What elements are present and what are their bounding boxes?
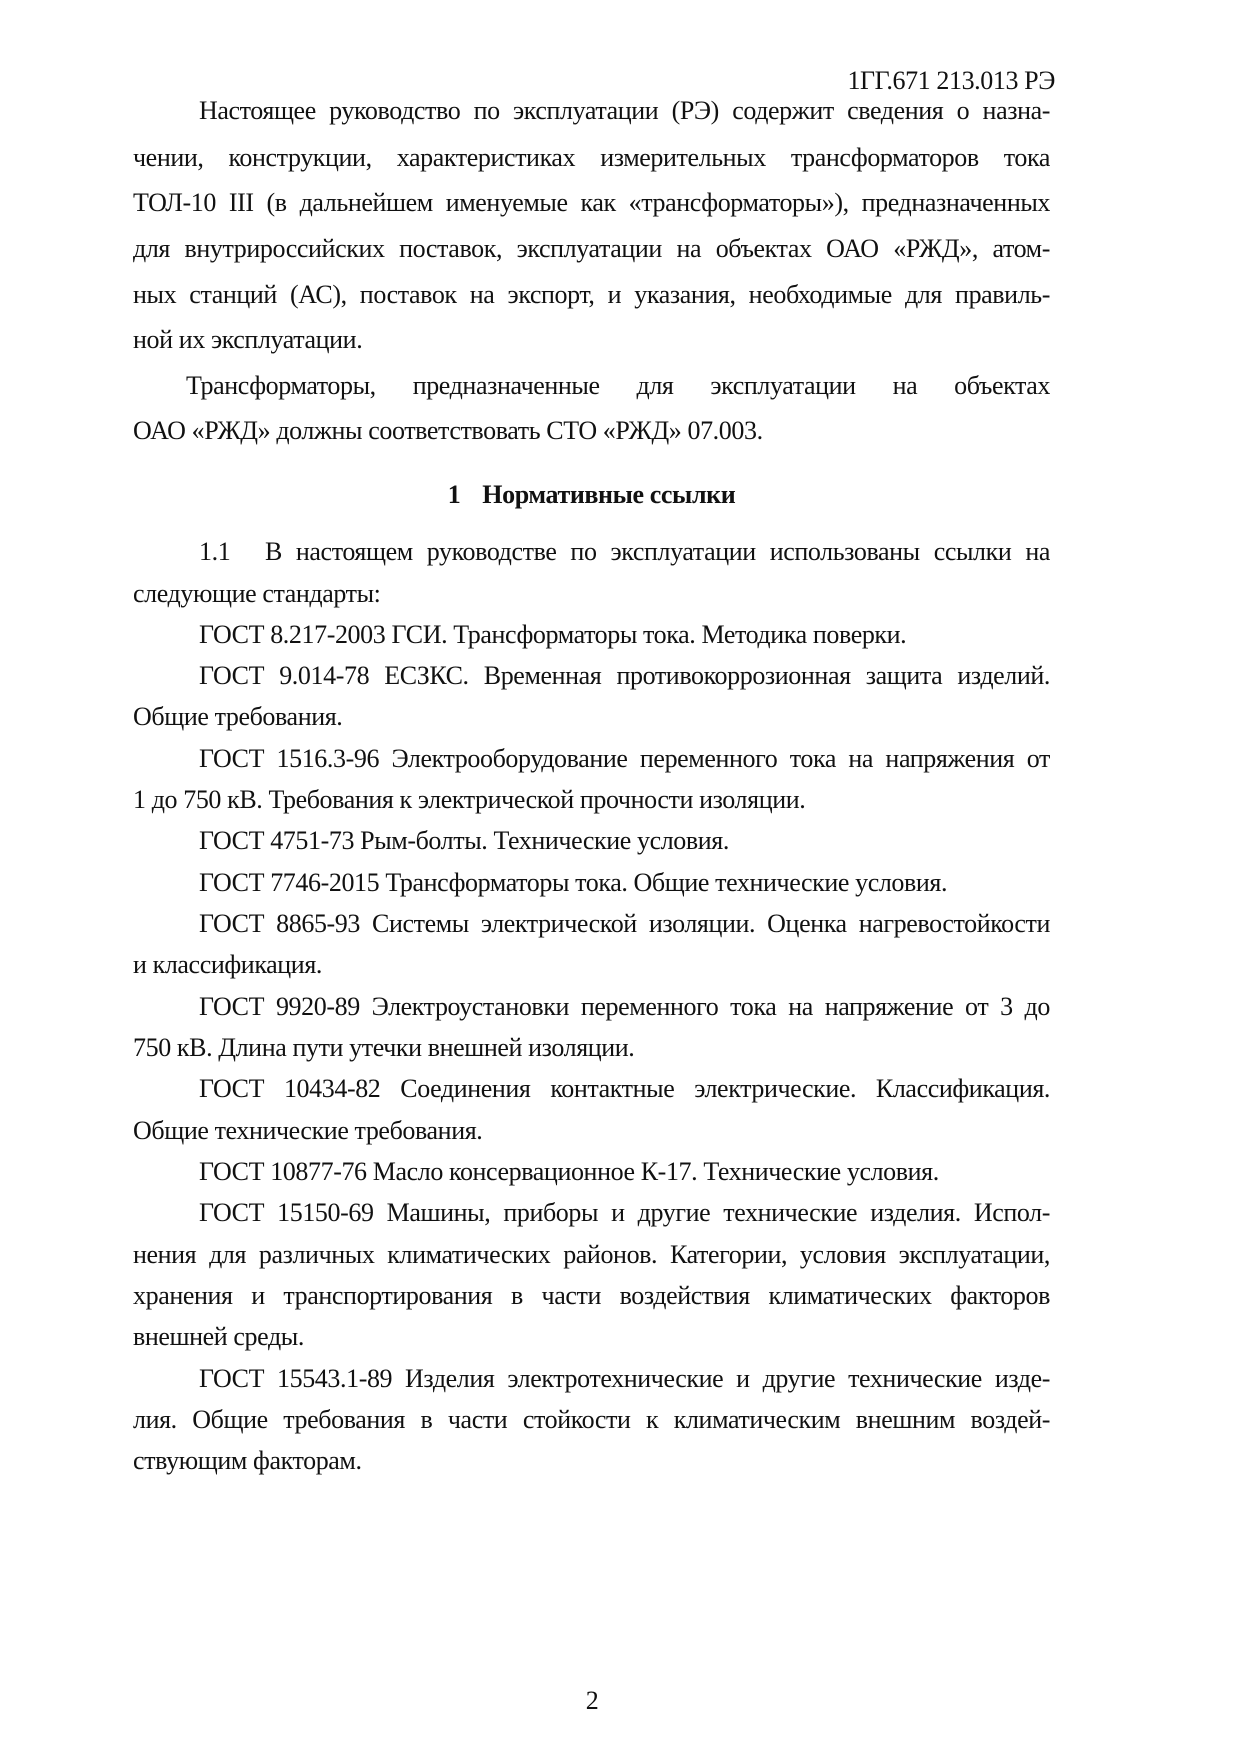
text-line: чении, конструкции, характеристиках измерительных трансформаторов тока — [133, 143, 1050, 172]
text-line: ГОСТ 4751-73 Рым-болты. Технические условия. — [199, 826, 729, 855]
text-line: лия. Общие требования в части стойкости к климатическим внешним воздей- — [133, 1405, 1050, 1434]
text-line: ТОЛ-10 III (в дальнейшем именуемые как «трансформаторы»), предназначенных — [133, 188, 1050, 217]
section-heading — [133, 478, 1050, 512]
text-line: ствующим факторам. — [133, 1446, 362, 1475]
text-line: нения для различных климатических районов. Категории, условия эксплуатации, — [133, 1240, 1050, 1269]
text-line: 750 кВ. Длина пути утечки внешней изоляции. — [133, 1033, 635, 1062]
text-line: 1 до 750 кВ. Требования к электрической прочности изоляции. — [133, 785, 806, 814]
section-title: Нормативные ссылки — [482, 480, 736, 509]
text-line: для внутрироссийских поставок, эксплуатации на объектах ОАО «РЖД», атом- — [133, 234, 1050, 263]
text-line: ГОСТ 15150-69 Машины, приборы и другие технические изделия. Испол- — [199, 1198, 1050, 1227]
text-line: ГОСТ 8.217-2003 ГСИ. Трансформаторы тока. Методика поверки. — [199, 620, 907, 649]
clause-number: 1.1 — [199, 537, 231, 566]
document-code: 1ГГ.671 213.013 РЭ — [847, 66, 1055, 95]
text-line: ГОСТ 10434-82 Соединения контактные электрические. Классификация. — [199, 1074, 1050, 1103]
text-line: и классификация. — [133, 950, 322, 979]
clause-first-line — [199, 535, 1050, 569]
text-line: ГОСТ 9.014-78 ЕСЗКС. Временная противокоррозионная защита изделий. — [199, 661, 1050, 690]
text-line: ГОСТ 15543.1-89 Изделия электротехнические и другие технические изде- — [199, 1364, 1050, 1393]
text-line: Общие требования. — [133, 702, 343, 731]
text-line: ГОСТ 8865-93 Системы электрической изоляции. Оценка нагревостойкости — [199, 909, 1050, 938]
page-number: 2 — [585, 1686, 599, 1715]
text-line: ГОСТ 7746-2015 Трансформаторы тока. Общие технические условия. — [199, 868, 948, 897]
text-line: следующие стандарты: — [133, 579, 381, 608]
text-line: хранения и транспортирования в части воздействия климатических факторов — [133, 1281, 1050, 1310]
text-line: Трансформаторы, предназначенные для эксплуатации на объектах — [186, 371, 1050, 400]
text-line: ОАО «РЖД» должны соответствовать СТО «РЖД» 07.003. — [133, 416, 763, 445]
text-line: В настоящем руководстве по эксплуатации использованы ссылки на — [265, 537, 1050, 566]
text-line: ГОСТ 9920-89 Электроустановки переменного тока на напряжение от 3 до — [199, 992, 1050, 1021]
text-line: ГОСТ 1516.3-96 Электрооборудование переменного тока на напряжения от — [199, 744, 1050, 773]
text-line: Общие технические требования. — [133, 1116, 483, 1145]
text-line: ной их эксплуатации. — [133, 325, 363, 354]
section-number: 1 — [447, 480, 461, 509]
text-line: ных станций (АС), поставок на экспорт, и указания, необходимые для правиль- — [133, 280, 1050, 309]
text-line: ГОСТ 10877-76 Масло консервационное К-17. Технические условия. — [199, 1157, 939, 1186]
text-line: Настоящее руководство по эксплуатации (РЭ) содержит сведения о назна- — [199, 96, 1050, 125]
text-line: внешней среды. — [133, 1322, 304, 1351]
